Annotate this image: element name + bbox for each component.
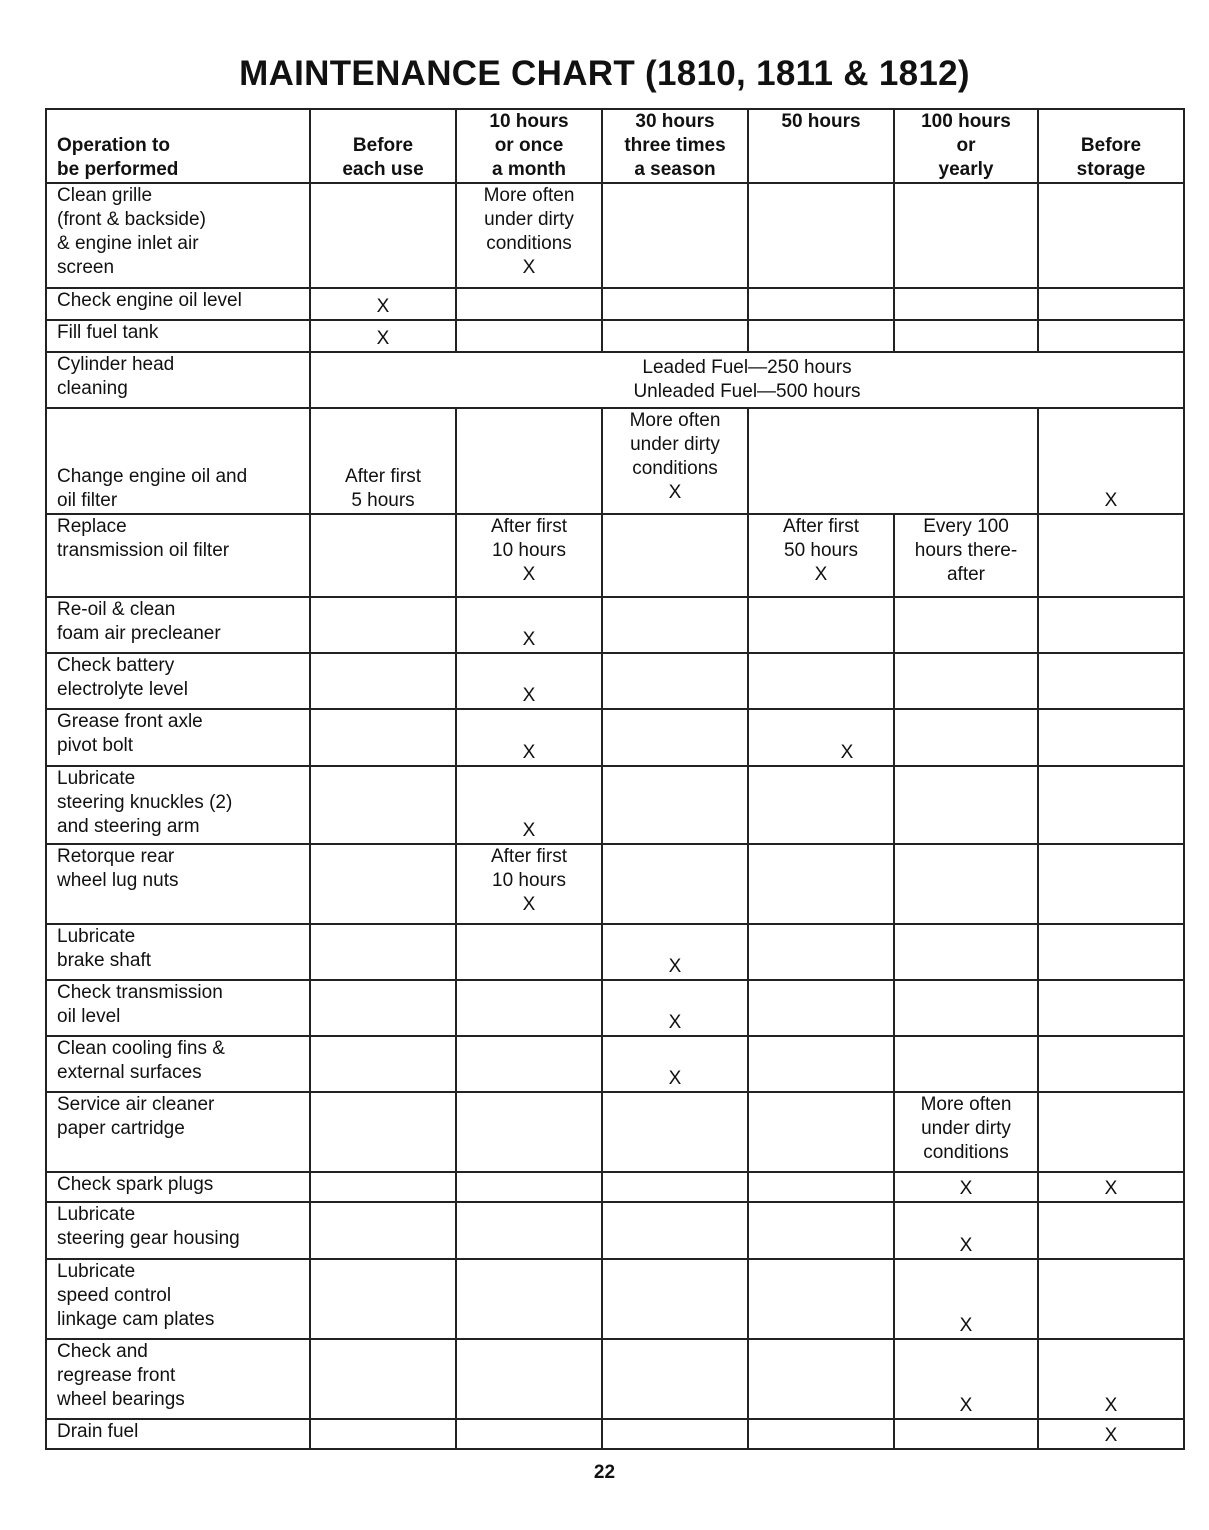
table-row — [46, 1092, 1184, 1172]
operation-cell: Check battery electrolyte level — [46, 653, 310, 709]
10-hours-cell: After first 10 hours X — [456, 844, 602, 924]
50-hours-cell — [748, 924, 894, 980]
cylinder-head-interval-note: Leaded Fuel—250 hours Unleaded Fuel—500 hours — [310, 352, 1184, 408]
table-row — [46, 980, 1184, 1036]
table-row — [46, 352, 1184, 408]
50-hours-cell — [748, 1036, 894, 1092]
operation-cell: Drain fuel — [46, 1419, 310, 1449]
30-hours-cell — [602, 320, 748, 352]
30-hours-cell — [602, 766, 748, 844]
table-row — [46, 1419, 1184, 1449]
50-hours-cell — [748, 653, 894, 709]
before-each-use-cell — [310, 1092, 456, 1172]
30-hours-cell — [602, 709, 748, 766]
before-storage-cell — [1038, 288, 1184, 320]
100-hours-cell: X — [894, 1339, 1038, 1419]
table-row — [46, 924, 1184, 980]
before-storage-cell — [1038, 514, 1184, 597]
10-hours-cell — [456, 1259, 602, 1339]
header-100-hours: 100 hours or yearly — [894, 109, 1038, 183]
operation-cell: Re-oil & clean foam air precleaner — [46, 597, 310, 653]
before-storage-cell — [1038, 1259, 1184, 1339]
operation-cell: Lubricate brake shaft — [46, 924, 310, 980]
before-each-use-cell: After first 5 hours — [310, 408, 456, 514]
header-before-storage: Before storage — [1038, 109, 1184, 183]
before-each-use-cell — [310, 980, 456, 1036]
10-hours-cell — [456, 320, 602, 352]
10-hours-cell — [456, 1036, 602, 1092]
before-storage-cell: X — [1038, 408, 1184, 514]
100-hours-cell — [894, 320, 1038, 352]
100-hours-cell: Every 100 hours there- after — [894, 514, 1038, 597]
10-hours-cell — [456, 1419, 602, 1449]
operation-cell: Lubricate steering gear housing — [46, 1202, 310, 1259]
100-hours-cell — [894, 653, 1038, 709]
operation-cell: Fill fuel tank — [46, 320, 310, 352]
before-each-use-cell — [310, 1339, 456, 1419]
table-row — [46, 1036, 1184, 1092]
30-hours-cell — [602, 653, 748, 709]
30-hours-cell — [602, 1419, 748, 1449]
10-hours-cell — [456, 980, 602, 1036]
10-hours-cell — [456, 924, 602, 980]
before-each-use-cell — [310, 1202, 456, 1259]
table-row — [46, 1202, 1184, 1259]
30-hours-cell — [602, 183, 748, 288]
before-storage-cell: X — [1038, 1339, 1184, 1419]
30-hours-cell: More often under dirty conditions X — [602, 408, 748, 514]
table-row — [46, 514, 1184, 597]
50-hours-cell — [748, 1092, 894, 1172]
10-hours-cell: X — [456, 653, 602, 709]
before-storage-cell — [1038, 1036, 1184, 1092]
before-storage-cell — [1038, 597, 1184, 653]
operation-cell: Service air cleaner paper cartridge — [46, 1092, 310, 1172]
operation-cell: Replace transmission oil filter — [46, 514, 310, 597]
before-each-use-cell — [310, 597, 456, 653]
100-hours-cell — [894, 1036, 1038, 1092]
50-hours-cell — [748, 597, 894, 653]
30-hours-cell: X — [602, 980, 748, 1036]
header-row — [46, 109, 1184, 183]
table-row — [46, 709, 1184, 766]
operation-cell: Clean grille (front & backside) & engine inlet air screen — [46, 183, 310, 288]
before-each-use-cell — [310, 183, 456, 288]
before-storage-cell: X — [1038, 1419, 1184, 1449]
maintenance-table — [45, 108, 1185, 1450]
50-hours-cell — [748, 288, 894, 320]
100-hours-cell — [894, 709, 1038, 766]
before-each-use-cell — [310, 1259, 456, 1339]
30-hours-cell — [602, 1172, 748, 1202]
header-30-hours: 30 hours three times a season — [602, 109, 748, 183]
before-each-use-cell — [310, 514, 456, 597]
table-row — [46, 288, 1184, 320]
before-storage-cell — [1038, 924, 1184, 980]
100-hours-cell — [894, 924, 1038, 980]
before-storage-cell — [1038, 1092, 1184, 1172]
30-hours-cell — [602, 1259, 748, 1339]
table-row — [46, 1339, 1184, 1419]
30-hours-cell — [602, 844, 748, 924]
10-hours-cell — [456, 408, 602, 514]
50-hours-cell — [748, 320, 894, 352]
table-row — [46, 766, 1184, 844]
before-storage-cell — [1038, 766, 1184, 844]
before-each-use-cell — [310, 709, 456, 766]
before-storage-cell — [1038, 844, 1184, 924]
100-hours-cell — [894, 597, 1038, 653]
50-hours-cell — [748, 183, 894, 288]
before-storage-cell: X — [1038, 1172, 1184, 1202]
before-storage-cell — [1038, 653, 1184, 709]
table-row — [46, 183, 1184, 288]
100-hours-cell — [894, 1419, 1038, 1449]
before-storage-cell — [1038, 980, 1184, 1036]
10-hours-cell — [456, 1339, 602, 1419]
page-number: 22 — [593, 1462, 616, 1483]
table-row — [46, 1259, 1184, 1339]
50-hours-cell: X — [748, 709, 894, 766]
operation-cell: Lubricate steering knuckles (2) and steering arm — [46, 766, 310, 844]
100-hours-cell — [894, 183, 1038, 288]
50-hours-cell — [748, 1172, 894, 1202]
50-hours-cell — [748, 1202, 894, 1259]
30-hours-cell — [602, 1092, 748, 1172]
operation-cell: Check engine oil level — [46, 288, 310, 320]
before-storage-cell — [1038, 709, 1184, 766]
table-row — [46, 320, 1184, 352]
operation-cell: Clean cooling fins & external surfaces — [46, 1036, 310, 1092]
100-hours-cell — [894, 980, 1038, 1036]
before-each-use-cell — [310, 1419, 456, 1449]
10-hours-cell: X — [456, 709, 602, 766]
100-hours-cell — [894, 288, 1038, 320]
table-row — [46, 597, 1184, 653]
operation-cell: Lubricate speed control linkage cam plates — [46, 1259, 310, 1339]
before-each-use-cell — [310, 1036, 456, 1092]
operation-cell: Cylinder head cleaning — [46, 352, 310, 408]
100-hours-cell: X — [894, 1259, 1038, 1339]
50-hours-cell: After first 50 hours X — [748, 514, 894, 597]
operation-cell: Check spark plugs — [46, 1172, 310, 1202]
before-storage-cell — [1038, 320, 1184, 352]
30-hours-cell: X — [602, 1036, 748, 1092]
10-hours-cell — [456, 1092, 602, 1172]
before-each-use-cell — [310, 653, 456, 709]
30-hours-cell — [602, 1202, 748, 1259]
header-operation: Operation to be performed — [46, 109, 310, 183]
30-hours-cell — [602, 1339, 748, 1419]
operation-cell: Check and regrease front wheel bearings — [46, 1339, 310, 1419]
table-row — [46, 653, 1184, 709]
10-hours-cell — [456, 288, 602, 320]
header-10-hours: 10 hours or once a month — [456, 109, 602, 183]
10-hours-cell: X — [456, 597, 602, 653]
operation-cell: Retorque rear wheel lug nuts — [46, 844, 310, 924]
table-row — [46, 844, 1184, 924]
before-storage-cell — [1038, 183, 1184, 288]
table-row — [46, 408, 1184, 514]
30-hours-cell: X — [602, 924, 748, 980]
10-hours-cell: More often under dirty conditions X — [456, 183, 602, 288]
operation-cell: Grease front axle pivot bolt — [46, 709, 310, 766]
operation-cell: Check transmission oil level — [46, 980, 310, 1036]
100-hours-cell: X — [894, 1172, 1038, 1202]
header-before-each-use: Before each use — [310, 109, 456, 183]
operation-cell: Change engine oil and oil filter — [46, 408, 310, 514]
before-each-use-cell — [310, 844, 456, 924]
page-title: MAINTENANCE CHART (1810, 1811 & 1812) — [239, 54, 970, 93]
50-100-hours-cell — [748, 408, 1038, 514]
before-each-use-cell — [310, 766, 456, 844]
50-hours-cell — [748, 766, 894, 844]
50-hours-cell — [748, 980, 894, 1036]
50-hours-cell — [748, 1339, 894, 1419]
50-hours-cell — [748, 844, 894, 924]
50-hours-cell — [748, 1259, 894, 1339]
before-each-use-cell — [310, 1172, 456, 1202]
30-hours-cell — [602, 288, 748, 320]
header-50-hours: 50 hours — [748, 109, 894, 183]
before-each-use-cell: X — [310, 320, 456, 352]
50-hours-cell — [748, 1419, 894, 1449]
30-hours-cell — [602, 514, 748, 597]
10-hours-cell — [456, 1172, 602, 1202]
before-storage-cell — [1038, 1202, 1184, 1259]
10-hours-cell — [456, 1202, 602, 1259]
100-hours-cell — [894, 844, 1038, 924]
30-hours-cell — [602, 597, 748, 653]
before-each-use-cell: X — [310, 288, 456, 320]
10-hours-cell: After first 10 hours X — [456, 514, 602, 597]
10-hours-cell: X — [456, 766, 602, 844]
before-each-use-cell — [310, 924, 456, 980]
100-hours-cell: X — [894, 1202, 1038, 1259]
100-hours-cell: More often under dirty conditions — [894, 1092, 1038, 1172]
100-hours-cell — [894, 766, 1038, 844]
table-row — [46, 1172, 1184, 1202]
